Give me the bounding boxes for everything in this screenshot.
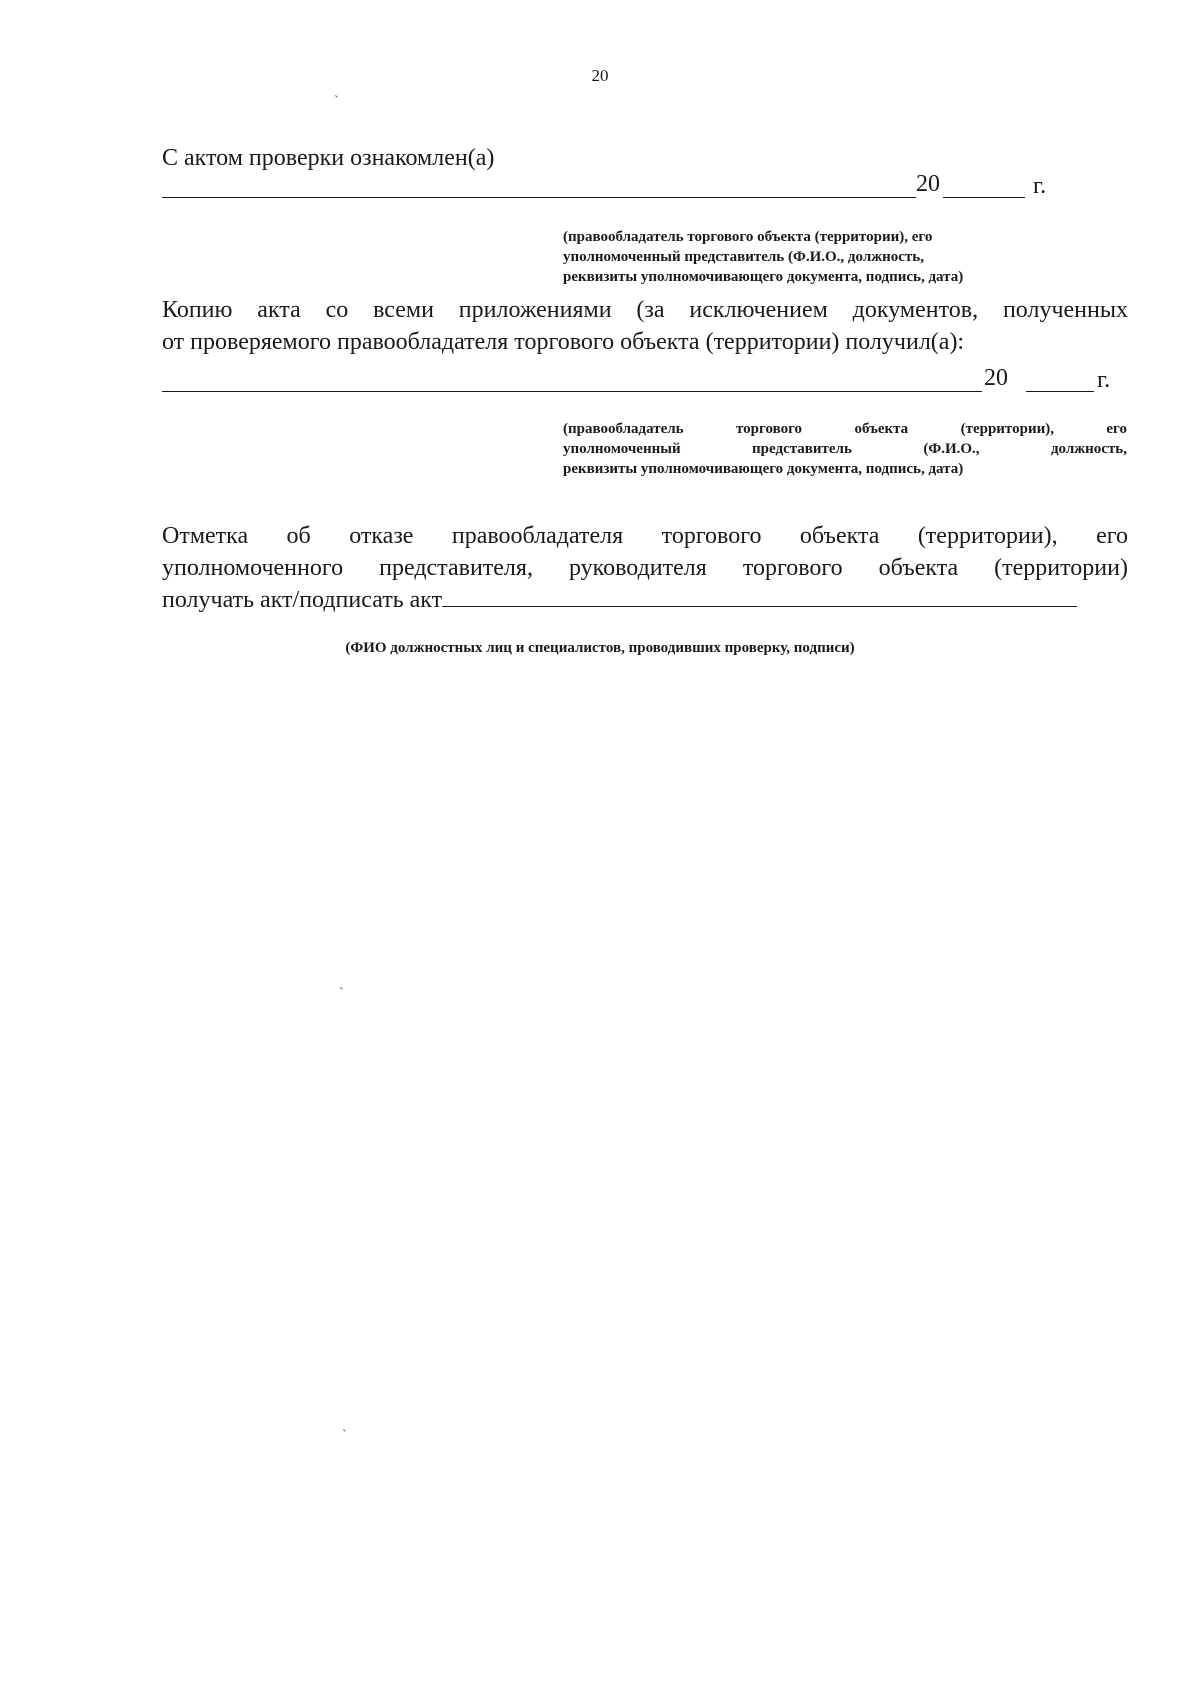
- acknowledged-signature-line: [162, 197, 916, 198]
- refusal-line-1: Отметка об отказе правообладателя торгового объекта (территории), его: [162, 523, 1128, 549]
- scan-speck: ˋ: [342, 1428, 347, 1443]
- scan-speck: ˋ: [339, 986, 344, 1001]
- copy-received-line-2: от проверяемого правообладателя торгового объекта (территории) получил(а):: [162, 329, 965, 355]
- refusal-caption: (ФИО должностных лиц и специалистов, проводивших проверку, подписи): [345, 640, 855, 656]
- copy-received-caption: [563, 419, 1127, 479]
- copy-received-caption-line-1: (правообладатель торгового объекта (территории), его: [563, 421, 1127, 437]
- acknowledged-year-prefix: 20: [916, 171, 940, 197]
- copy-received-year-suffix: г.: [1097, 367, 1111, 393]
- refusal-line-2: уполномоченного представителя, руководителя торгового объекта (территории): [162, 555, 1128, 581]
- scan-speck: ˋ: [334, 94, 339, 109]
- refusal-signature-line: [442, 605, 1077, 607]
- page-number: 20: [591, 66, 609, 85]
- copy-received-text: [162, 294, 1128, 358]
- acknowledged-caption-line-2: уполномоченный представитель (Ф.И.О., должность,: [563, 249, 924, 265]
- refusal-line-3: получать акт/подписать акт: [162, 587, 443, 613]
- refusal-line-3-wrap: [162, 584, 1128, 616]
- acknowledged-year-line: [943, 197, 1025, 198]
- copy-received-line-1: Копию акта со всеми приложениями (за исключением документов, полученных: [162, 297, 1128, 323]
- acknowledged-caption-line-3: реквизиты уполномочивающего документа, подпись, дата): [563, 269, 964, 285]
- copy-received-year-prefix: 20: [984, 365, 1008, 391]
- copy-received-caption-line-3: реквизиты уполномочивающего документа, подпись, дата): [563, 461, 964, 477]
- copy-received-year-line: [1026, 391, 1094, 392]
- acknowledged-year-suffix: г.: [1033, 173, 1047, 199]
- copy-received-signature-line: [162, 391, 982, 392]
- acknowledged-label: С актом проверки ознакомлен(а): [162, 145, 495, 171]
- acknowledged-caption: [563, 227, 1083, 287]
- refusal-text: [162, 520, 1128, 616]
- copy-received-caption-line-2: уполномоченный представитель (Ф.И.О., должность,: [563, 441, 1127, 457]
- acknowledged-caption-line-1: (правообладатель торгового объекта (территории), его: [563, 229, 933, 245]
